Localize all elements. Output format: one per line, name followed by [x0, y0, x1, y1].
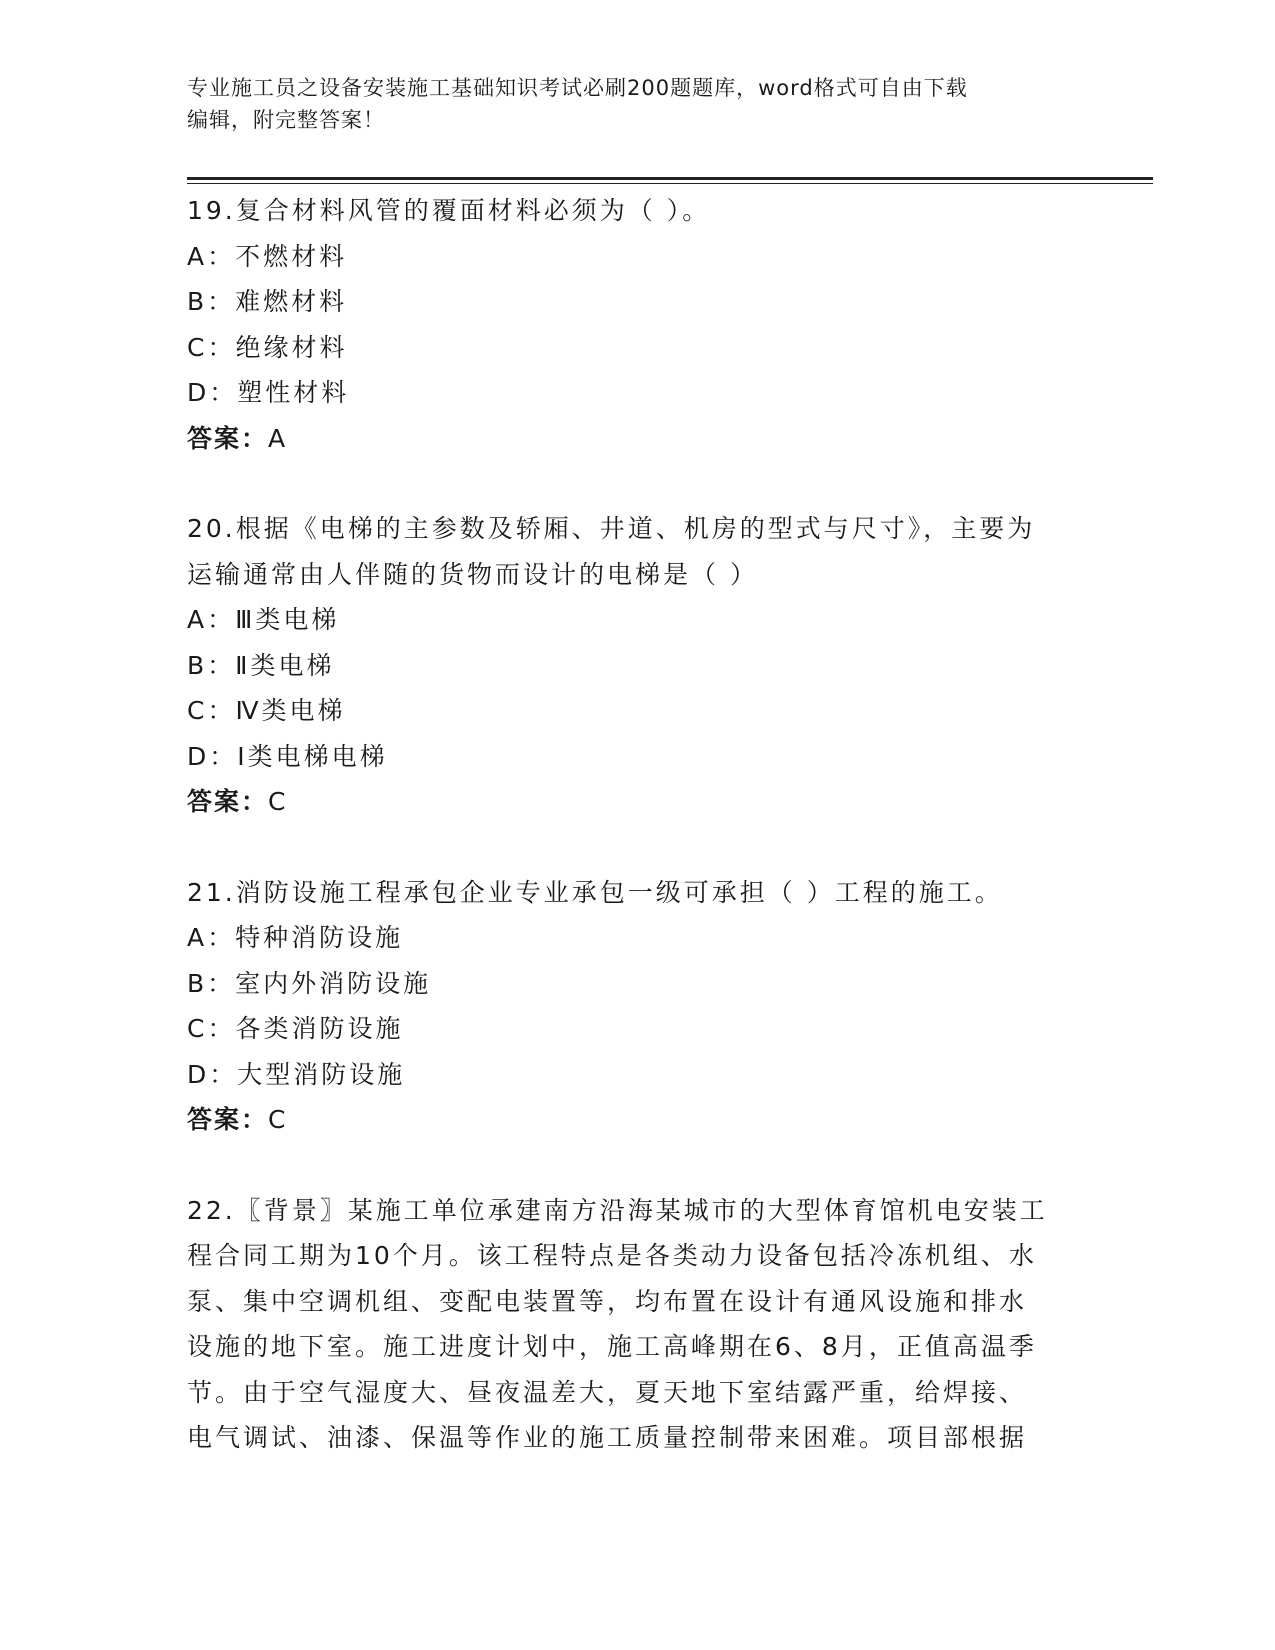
- question-21: [187, 870, 1087, 1143]
- question-text: 电气调试、油漆、保温等作业的施工质量控制带来困难。项目部根据: [187, 1423, 1028, 1452]
- header-divider-thin: [187, 183, 1153, 184]
- answer-line: [187, 779, 1087, 825]
- option-d: D：塑性材料: [187, 378, 350, 407]
- answer-line: [187, 1097, 1087, 1143]
- option-d: D：Ⅰ类电梯电梯: [187, 741, 388, 771]
- header-divider-thick: [187, 177, 1153, 180]
- option-c: C：各类消防设施: [187, 1014, 404, 1043]
- question-20: [187, 506, 1087, 825]
- question-text: 程合同工期为10个月。该工程特点是各类动力设备包括冷冻机组、水: [187, 1241, 1037, 1270]
- option-d: D：大型消防设施: [187, 1059, 406, 1089]
- question-text: 泵、集中空调机组、变配电装置等，均布置在设计有通风设施和排水: [187, 1286, 1028, 1316]
- question-text: 节。由于空气湿度大、昼夜温差大，夏天地下室结露严重，给焊接、: [187, 1377, 1028, 1407]
- answer-label: 答案：: [187, 423, 269, 453]
- option-b: B：难燃材料: [187, 287, 348, 316]
- question-list: [187, 188, 1087, 1506]
- question-text: 22.〖背景〗某施工单位承建南方沿海某城市的大型体育馆机电安装工: [187, 1195, 1048, 1225]
- question-19: [187, 188, 1087, 461]
- question-text: 设施的地下室。施工进度计划中，施工高峰期在6、8月，正值高温季: [187, 1332, 1037, 1361]
- question-text: 20.根据《电梯的主参数及轿厢、井道、机房的型式与尺寸》，主要为: [187, 514, 1036, 543]
- option-c: C：Ⅳ类电梯: [187, 696, 346, 725]
- answer-line: [187, 416, 1087, 462]
- answer-label: 答案：: [187, 1105, 269, 1134]
- question-text: 运输通常由人伴随的货物而设计的电梯是（ ）: [187, 559, 758, 589]
- answer-value: A: [268, 423, 288, 453]
- option-a: A：不燃材料: [187, 241, 348, 271]
- question-text: 19.复合材料风管的覆面材料必须为（ ）。: [187, 196, 711, 225]
- header-line-1: 专业施工员之设备安装施工基础知识考试必刷200题题库，word格式可自由下载: [187, 76, 968, 100]
- question-22: [187, 1188, 1087, 1461]
- answer-label: 答案：: [187, 787, 269, 816]
- option-c: C：绝缘材料: [187, 332, 348, 362]
- answer-value: C: [268, 1105, 288, 1134]
- document-header: [187, 72, 1067, 136]
- option-b: B：室内外消防设施: [187, 968, 432, 998]
- option-a: A：Ⅲ类电梯: [187, 605, 340, 634]
- option-a: A：特种消防设施: [187, 923, 404, 952]
- answer-value: C: [268, 787, 288, 816]
- option-b: B：Ⅱ类电梯: [187, 650, 335, 680]
- question-text: 21.消防设施工程承包企业专业承包一级可承担（ ）工程的施工。: [187, 877, 1003, 907]
- header-line-2: 编辑，附完整答案！: [187, 108, 385, 132]
